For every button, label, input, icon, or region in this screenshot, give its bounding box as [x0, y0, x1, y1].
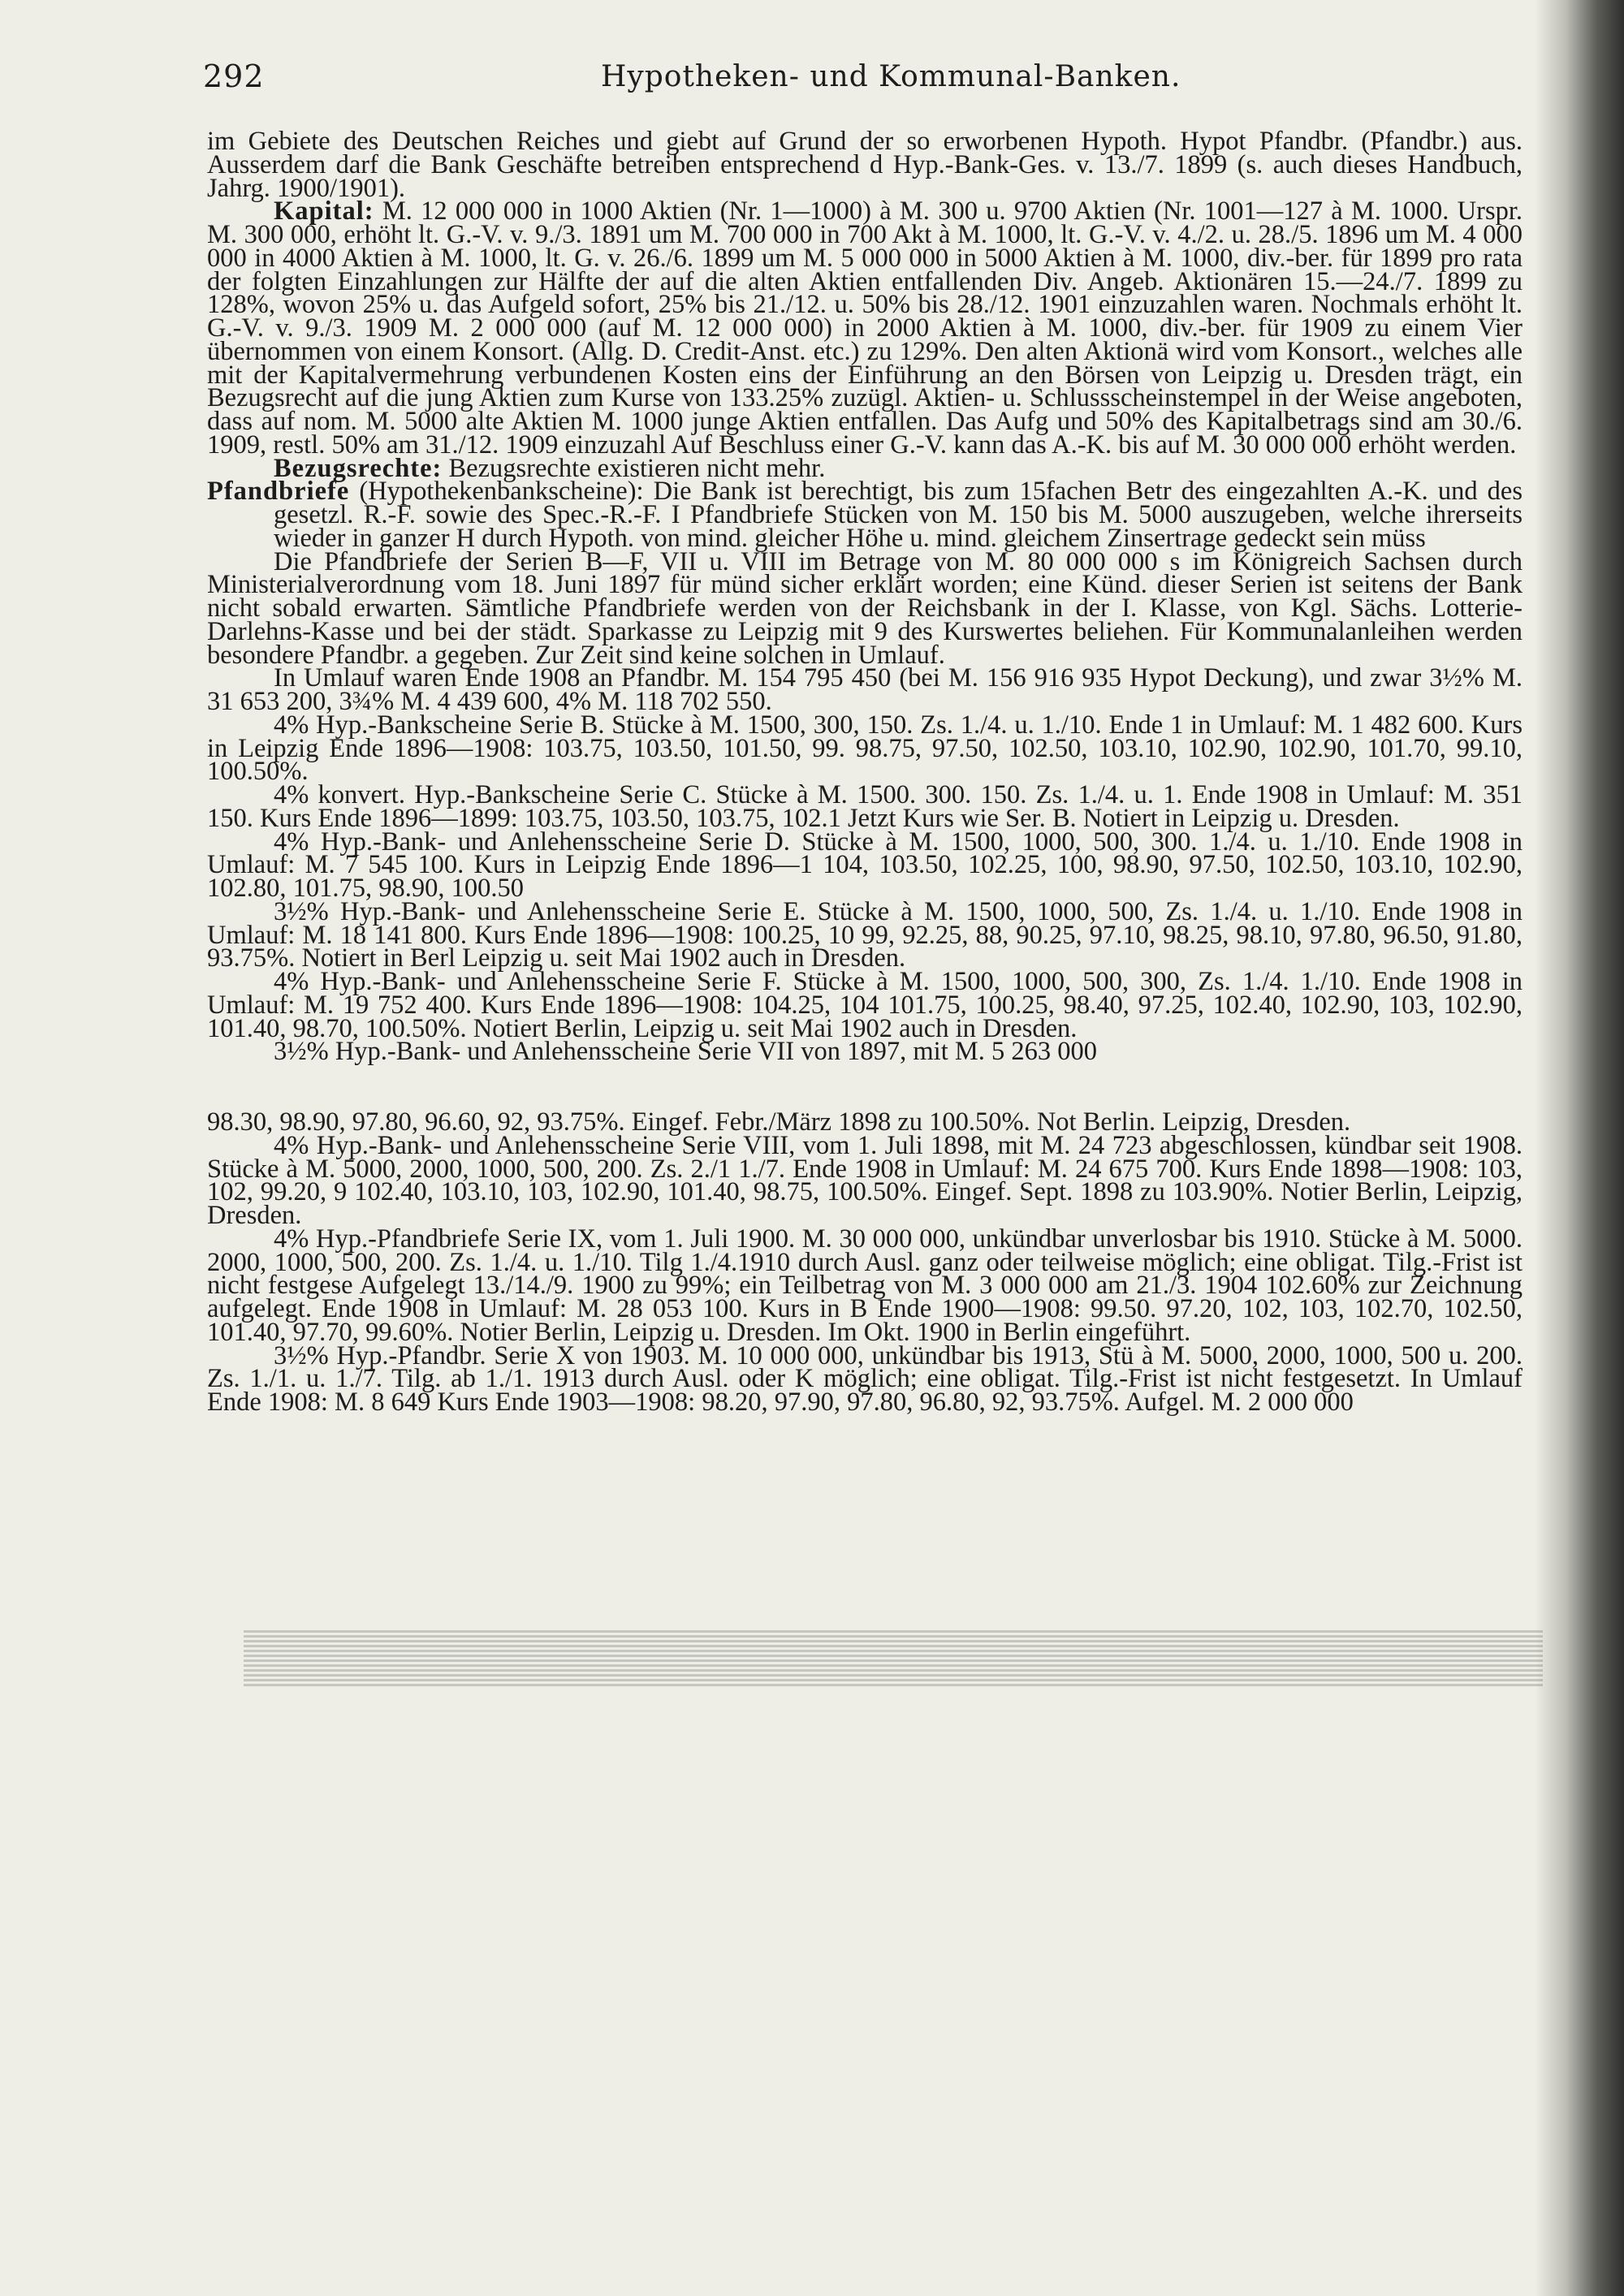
running-title: Hypotheken- und Kommunal-Banken. — [601, 60, 1181, 93]
book-spine-shadow — [1535, 0, 1624, 2296]
scan-distortion-band — [244, 1630, 1543, 1689]
paragraph-serie-vii: 3½% Hyp.-Bank- und Anlehensscheine Serie VII von 1897, mit M. 5 263 000 — [274, 1037, 1097, 1067]
paragraph-umlauf-1908: In Umlauf waren Ende 1908 an Pfandbr. M. 154 795 450 (bei M. 156 916 935 Hypot Deckung), und zwar 3½% M. 31 653 200, 3¾% M. 4 439 600, 4% M. 118 702 550. — [207, 663, 1522, 716]
paragraph-serie-d: 4% Hyp.-Bank- und Anlehensscheine Serie D. Stücke à M. 1500, 1000, 500, 300. 1./4. u. 1./10. Ende 1908 in Umlauf: M. 7 545 100. Kurs in Leipzig Ende 1896—1 104, 103.50, 102.25, 100, 98.90, 97.50, 102.50, 103.10, 102.90, 102.80, 101.75, 98.90, 100.50 — [207, 826, 1522, 903]
section-lead-kapital: Kapital: — [274, 196, 374, 227]
paragraph-gebiete: im Gebiete des Deutschen Reiches und giebt auf Grund der so erworbenen Hypoth. Hypot Pfandbr. (Pfandbr.) aus. Ausserdem darf die Bank Geschäfte betreiben entsprechend d Hyp.-Bank-Ges. v. 13./7. 1899 (s. auch dieses Handbuch, Jahrg. 1900/1901). — [207, 127, 1522, 203]
paragraph-serie-x: 3½% Hyp.-Pfandbr. Serie X von 1903. M. 10 000 000, unkündbar bis 1913, Stü à M. 5000, 2000, 1000, 500 u. 200. Zs. 1./1. u. 1./7. Tilg. ab 1./1. 1913 durch Ausl. oder K möglich; eine obligat. Tilg.-Frist ist nicht festgesetzt. In Umlauf Ende 1908: M. 8 649 Kurs Ende 1903—1908: 98.20, 97.90, 97.80, 96.80, 92, 93.75%. Aufgel. M. 2 000 000 — [207, 1340, 1522, 1417]
section-lead-pfandbriefe: Pfandbriefe — [207, 477, 350, 507]
paragraph-serie-f: 4% Hyp.-Bank- und Anlehensscheine Serie F. Stücke à M. 1500, 1000, 500, 300, Zs. 1./4. 1./10. Ende 1908 in Umlauf: M. 19 752 400. Kurs Ende 1896—1908: 104.25, 104 101.75, 100.25, 98.40, 97.25, 102.40, 102.90, 103, 102.90, 101.40, 98.70, 100.50%. Notiert Berlin, Leipzig u. seit Mai 1902 auch in Dresden. — [207, 967, 1522, 1043]
paragraph-bezugsrechte: Bezugsrechte: Bezugsrechte existieren nicht mehr. — [274, 453, 826, 483]
paragraph-serie-c: 4% konvert. Hyp.-Bankscheine Serie C. Stücke à M. 1500. 300. 150. Zs. 1./4. u. 1. Ende 1908 in Umlauf: M. 351 150. Kurs Ende 1896—1899: 103.75, 103.50, 103.75, 102.1 Jetzt Kurs wie Ser. B. Notiert in Leipzig u. Dresden. — [207, 780, 1522, 833]
page-header — [203, 58, 1543, 107]
page-number: 292 — [203, 58, 265, 94]
paragraph-pfandbriefe: Pfandbriefe (Hypothekenbankscheine): Die Bank ist berechtigt, bis zum 15fachen Betr des eingezahlten A.-K. und des gesetzl. R.-F. sowie des Spec.-R.-F. I Pfandbriefe Stücken von M. 150 bis M. 5000 auszugeben, welche ihrerseits wieder in ganzer H durch Hypoth. von mind. gleicher Höhe u. mind. gleichem Zinsertrage gedeckt sein müss — [207, 477, 1522, 553]
paragraph-serie-vii-kurs: 98.30, 98.90, 97.80, 96.60, 92, 93.75%. Eingef. Febr./März 1898 zu 100.50%. Not Berlin. Leipzig, Dresden. — [207, 1107, 1351, 1137]
paragraph-kapital: Kapital: M. 12 000 000 in 1000 Aktien (Nr. 1—1000) à M. 300 u. 9700 Aktien (Nr. 1001—127 à M. 1000. Urspr. M. 300 000, erhöht lt. G.-V. v. 9./3. 1891 um M. 700 000 in 700 Akt à M. 1000, lt. G.-V. v. 4./2. u. 28./5. 1896 um M. 4 000 000 in 4000 Aktien à M. 1000, lt. G. v. 26./6. 1899 um M. 5 000 000 in 5000 Aktien à M. 1000, div.-ber. für 1899 pro rata der folgten Einzahlungen zur Hälfte der auf die alten Aktien entfallenden Div. Angeb. Aktionären 15.—24./7. 1899 zu 128%, wovon 25% u. das Aufgeld sofort, 25% bis 21./12. u. 50% bis 28./12. 1901 einzuzahlen waren. Nochmals erhöht lt. G.-V. v. 9./3. 1909 M. 2 000 000 (auf M. 12 000 000) in 2000 Aktien à M. 1000, div.-ber. für 1909 zu einem Vier übernommen von einem Konsort. (Allg. D. Credit-Anst. etc.) zu 129%. Den alten Aktionä wird vom Konsort., welches alle mit der Kapitalvermehrung verbundenen Kosten eins der Einführung an den Börsen von Leipzig u. Dresden trägt, ein Bezugsrecht auf die jung Aktien zum Kurse von 133.25% zuzügl. Aktien- u. Schlussscheinstempel in der Weise angeboten, dass auf nom. M. 5000 alte Aktien M. 1000 junge Aktien entfallen. Das Aufg und 50% des Kapitalbetrags sind am 30./6. 1909, restl. 50% am 31./12. 1909 einzuzahl Auf Beschluss einer G.-V. kann das A.-K. bis auf M. 30 000 000 erhöht werden. — [207, 196, 1522, 460]
paragraph-serien-sachsen: Die Pfandbriefe der Serien B—F, VII u. VIII im Betrage von M. 80 000 000 s im Königreich Sachsen durch Ministerialverordnung vom 18. Juni 1897 für münd sicher erklärt worden; eine Künd. dieser Serien ist seitens der Bank nicht sobald erwarten. Sämtliche Pfandbriefe werden von der Reichsbank in der I. Klasse, von Kgl. Sächs. Lotterie-Darlehns-Kasse und bei der städt. Sparkasse zu Leipzig mit 9 des Kurswertes beliehen. Für Kommunalanleihen werden besondere Pfandbr. a gegeben. Zur Zeit sind keine solchen in Umlauf. — [207, 546, 1522, 670]
paragraph-serie-e: 3½% Hyp.-Bank- und Anlehensscheine Serie E. Stücke à M. 1500, 1000, 500, Zs. 1./4. u. 1./10. Ende 1908 in Umlauf: M. 18 141 800. Kurs Ende 1896—1908: 100.25, 10 99, 92.25, 88, 90.25, 97.10, 98.25, 98.10, 97.80, 96.50, 91.80, 93.75%. Notiert in Berl Leipzig u. seit Mai 1902 auch in Dresden. — [207, 896, 1522, 973]
paragraph-serie-b: 4% Hyp.-Bankscheine Serie B. Stücke à M. 1500, 300, 150. Zs. 1./4. u. 1./10. Ende 1 in Umlauf: M. 1 482 600. Kurs in Leipzig Ende 1896—1908: 103.75, 103.50, 101.50, 99. 98.75, 97.50, 102.50, 103.10, 102.90, 102.90, 101.70, 99.10, 100.50%. — [207, 710, 1522, 787]
page-body — [207, 127, 1522, 1417]
section-lead-bezugsrechte: Bezugsrechte: — [274, 453, 443, 483]
paragraph-serie-viii: 4% Hyp.-Bank- und Anlehensscheine Serie VIII, vom 1. Juli 1898, mit M. 24 723 abgeschlossen, kündbar seit 1908. Stücke à M. 5000, 2000, 1000, 500, 200. Zs. 2./1 1./7. Ende 1908 in Umlauf: M. 24 675 700. Kurs Ende 1898—1908: 103, 102, 99.20, 9 102.40, 103.10, 103, 102.90, 101.40, 98.75, 100.50%. Eingef. Sept. 1898 zu 103.90%. Notier Berlin, Leipzig, Dresden. — [207, 1130, 1522, 1230]
paragraph-serie-ix: 4% Hyp.-Pfandbriefe Serie IX, vom 1. Juli 1900. M. 30 000 000, unkündbar unverlosbar bis 1910. Stücke à M. 5000. 2000, 1000, 500, 200. Zs. 1./4. u. 1./10. Tilg 1./4.1910 durch Ausl. ganz oder teilweise möglich; eine obligat. Tilg.-Frist ist nicht festgese Aufgelegt 13./14./9. 1900 zu 99%; ein Teilbetrag von M. 3 000 000 am 21./3. 1904 102.60% zur Zeichnung aufgelegt. Ende 1908 in Umlauf: M. 28 053 100. Kurs in B Ende 1900—1908: 99.50. 97.20, 102, 103, 102.70, 102.50, 101.40, 97.70, 99.60%. Notier Berlin, Leipzig u. Dresden. Im Okt. 1900 in Berlin eingeführt. — [207, 1224, 1522, 1347]
